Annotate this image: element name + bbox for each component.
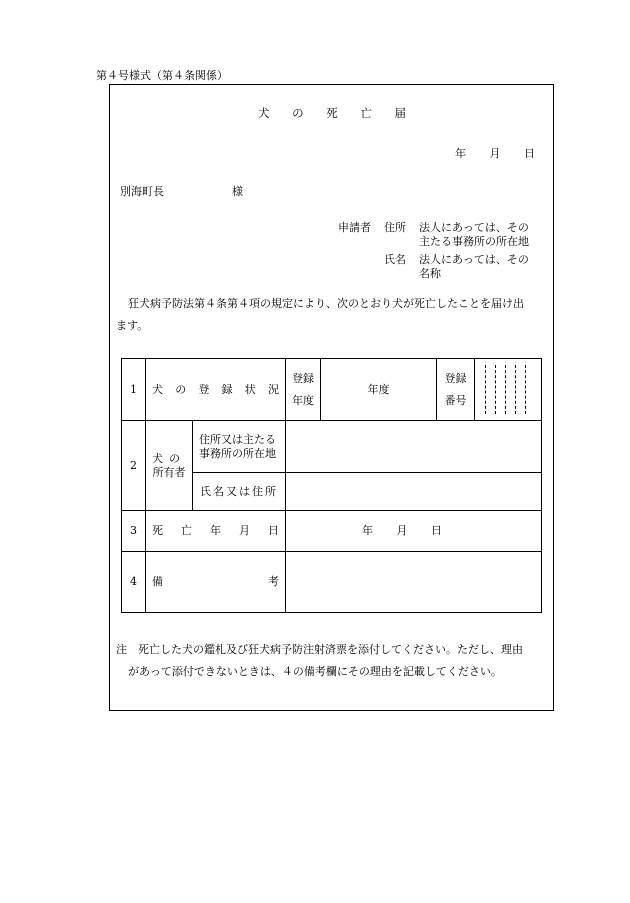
applicant-address-note: 主たる事務所の所在地 xyxy=(419,235,529,248)
applicant-name-note: 法人にあっては、その xyxy=(419,253,529,266)
owner-name-label: 氏名又は住所 xyxy=(193,473,286,511)
owner-address-label: 住所又は主たる 事務所の所在地 xyxy=(193,421,286,473)
form-code: 第４号様式（第４条関係） xyxy=(96,69,228,82)
applicant-label: 申請者 xyxy=(338,221,371,234)
addressee-honorific: 様 xyxy=(232,185,243,198)
registration-number-label: 登録 番号 xyxy=(437,359,475,421)
dog-info-table xyxy=(121,358,542,613)
registration-year-value: 年度 xyxy=(321,359,437,421)
applicant-address-label: 住所 xyxy=(384,221,406,234)
month-label: 月 xyxy=(489,147,501,160)
table-row xyxy=(122,552,542,613)
row-number: 2 xyxy=(122,421,146,511)
applicant-name-label: 氏名 xyxy=(384,253,406,266)
registration-status-label: 犬 の 登 録 状 況 xyxy=(146,359,286,421)
registration-year-label: 登録 年度 xyxy=(286,359,321,421)
day-label: 日 xyxy=(524,147,535,160)
year-label: 年 xyxy=(362,524,373,538)
note-text: があって添付できないときは、４の備考欄にその理由を記載してください。 xyxy=(128,665,502,678)
registration-number-field[interactable] xyxy=(475,359,542,421)
date-line xyxy=(455,148,535,159)
owner-name-field[interactable] xyxy=(286,473,542,511)
death-date-field[interactable] xyxy=(286,511,542,552)
title-char: 亡 xyxy=(360,106,372,120)
table-row xyxy=(122,359,542,421)
year-label: 年 xyxy=(455,147,466,160)
row-number: 3 xyxy=(122,511,146,552)
row-number: 1 xyxy=(122,359,146,421)
title-char: 届 xyxy=(394,106,406,120)
body-text: ます。 xyxy=(116,319,149,332)
body-text: 狂犬病予防法第４条第４項の規定により、次のとおり犬が死亡したことを届け出 xyxy=(128,297,524,310)
title-char: 死 xyxy=(326,106,338,120)
addressee-name: 別海町長 xyxy=(120,185,164,198)
owner-address-field[interactable] xyxy=(286,421,542,473)
row-number: 4 xyxy=(122,552,146,613)
death-date-label: 死 亡 年 月 日 xyxy=(146,511,286,552)
note-text: 注 死亡した犬の鑑札及び狂犬病予防注射済票を添付してください。ただし、理由 xyxy=(116,643,523,656)
table-row xyxy=(122,421,542,473)
day-label: 日 xyxy=(431,524,442,538)
owner-label: 犬の 所有者 xyxy=(146,421,193,511)
month-label: 月 xyxy=(396,524,408,538)
applicant-address-note: 法人にあっては、その xyxy=(419,221,529,234)
remarks-label: 備 考 xyxy=(146,552,286,613)
title-char: の xyxy=(292,106,304,120)
form-title xyxy=(258,108,406,120)
applicant-name-note: 名称 xyxy=(419,267,441,280)
title-char: 犬 xyxy=(258,106,270,120)
remarks-field[interactable] xyxy=(286,552,542,613)
table-row xyxy=(122,511,542,552)
